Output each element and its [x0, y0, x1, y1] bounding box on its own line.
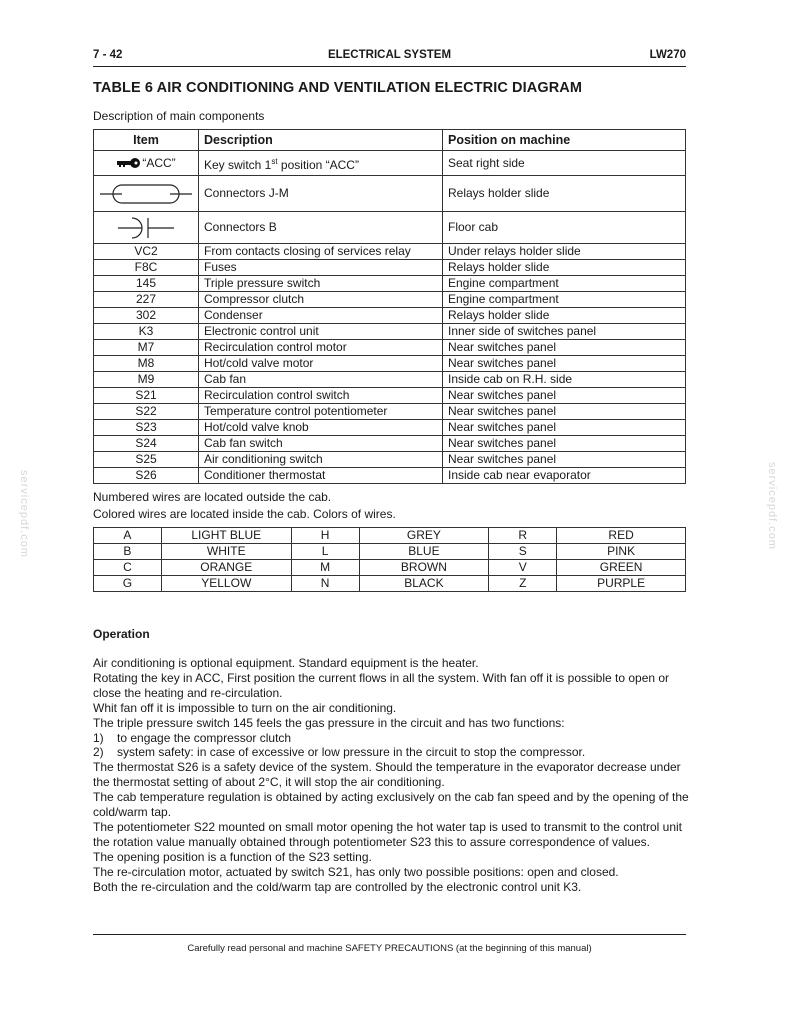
description-cell: Triple pressure switch — [199, 276, 443, 292]
item-cell: 145 — [94, 276, 199, 292]
color-row — [94, 560, 686, 576]
color-name: BROWN — [359, 560, 489, 576]
color-name: ORANGE — [161, 560, 291, 576]
table-row — [94, 260, 686, 276]
page-header — [93, 49, 686, 65]
item-cell: S26 — [94, 468, 199, 484]
operation-paragraph: The thermostat S26 is a safety device of the system. Should the temperature in the evaporator decrease under the thermostat setting of about 2°C, it will stop the air conditioning. — [93, 760, 685, 790]
description-cell: Key switch 1st position “ACC” — [199, 151, 443, 176]
operation-paragraph: The re-circulation motor, actuated by switch S21, has only two possible positions: open and closed. — [93, 864, 619, 879]
color-code: S — [489, 544, 557, 560]
description-cell: Fuses — [199, 260, 443, 276]
item-cell — [94, 212, 199, 244]
operation-paragraph: Both the re-circulation and the cold/warm tap are controlled by the electronic control unit K3. — [93, 879, 582, 894]
table-row — [94, 324, 686, 340]
operation-paragraph: The cab temperature regulation is obtained by acting exclusively on the cab fan speed and by the opening of the cold/warm tap. — [93, 790, 693, 820]
position-cell: Engine compartment — [443, 292, 686, 308]
position-cell: Near switches panel — [443, 404, 686, 420]
description-cell: Condenser — [199, 308, 443, 324]
item-cell: S24 — [94, 436, 199, 452]
description-cell: From contacts closing of services relay — [199, 244, 443, 260]
header-description: Description — [199, 130, 443, 151]
operation-paragraph: 2) system safety: in case of excessive or low pressure in the circuit to stop the compressor. — [93, 745, 586, 760]
color-code: B — [94, 544, 162, 560]
table-row — [94, 388, 686, 404]
header-divider — [93, 66, 686, 67]
item-cell: 302 — [94, 308, 199, 324]
operation-paragraph: Rotating the key in ACC, First position the current flows in all the system. With fan off it is possible to open or close the heating and re-circulation. — [93, 670, 673, 700]
position-cell: Relays holder slide — [443, 176, 686, 212]
description-cell: Air conditioning switch — [199, 452, 443, 468]
item-cell: S21 — [94, 388, 199, 404]
table-row — [94, 276, 686, 292]
color-code: N — [291, 576, 359, 592]
description-cell: Cab fan — [199, 372, 443, 388]
position-cell: Engine compartment — [443, 276, 686, 292]
color-code: G — [94, 576, 162, 592]
operation-heading: Operation — [93, 627, 150, 641]
position-cell: Relays holder slide — [443, 308, 686, 324]
table-row — [94, 308, 686, 324]
item-cell — [94, 151, 199, 176]
color-code: L — [291, 544, 359, 560]
item-cell: VC2 — [94, 244, 199, 260]
footer-divider — [93, 934, 686, 935]
colored-wires-note: Colored wires are located inside the cab. Colors of wires. — [93, 507, 396, 521]
table-row — [94, 468, 686, 484]
position-cell: Inside cab on R.H. side — [443, 372, 686, 388]
color-name: WHITE — [161, 544, 291, 560]
section-title: ELECTRICAL SYSTEM — [327, 49, 452, 61]
description-cell: Temperature control potentiometer — [199, 404, 443, 420]
table-row — [94, 292, 686, 308]
item-cell — [94, 176, 199, 212]
table-row — [94, 404, 686, 420]
table-row — [94, 151, 686, 176]
color-name: GREY — [359, 528, 489, 544]
description-cell: Recirculation control motor — [199, 340, 443, 356]
table-row — [94, 244, 686, 260]
description-cell: Conditioner thermostat — [199, 468, 443, 484]
position-cell: Relays holder slide — [443, 260, 686, 276]
table-row — [94, 372, 686, 388]
watermark-left: servicepdf.com — [18, 470, 30, 558]
position-cell: Under relays holder slide — [443, 244, 686, 260]
description-cell: Electronic control unit — [199, 324, 443, 340]
color-code: H — [291, 528, 359, 544]
color-name: YELLOW — [161, 576, 291, 592]
footer-note: Carefully read personal and machine SAFETY PRECAUTIONS (at the beginning of this manual) — [187, 943, 592, 954]
position-cell: Inner side of switches panel — [443, 324, 686, 340]
color-code: R — [489, 528, 557, 544]
wire-colors-table — [93, 527, 686, 592]
position-cell: Near switches panel — [443, 388, 686, 404]
color-code: M — [291, 560, 359, 576]
position-cell: Seat right side — [443, 151, 686, 176]
color-name: PURPLE — [557, 576, 686, 592]
operation-paragraph: The potentiometer S22 mounted on small motor opening the hot water tap is used to transmit to the control unit the rotation value manually obtained through potentiometer S23 this to assure correspondence of values. — [93, 819, 686, 849]
position-cell: Near switches panel — [443, 356, 686, 372]
description-cell: Compressor clutch — [199, 292, 443, 308]
item-cell: S25 — [94, 452, 199, 468]
operation-paragraph: Air conditioning is optional equipment. Standard equipment is the heater. — [93, 656, 479, 670]
watermark-right: servicepdf.com — [766, 462, 778, 550]
item-cell: K3 — [94, 324, 199, 340]
position-cell: Near switches panel — [443, 340, 686, 356]
position-cell: Near switches panel — [443, 436, 686, 452]
color-name: PINK — [557, 544, 686, 560]
table-title: TABLE 6 AIR CONDITIONING AND VENTILATION ELECTRIC DIAGRAM — [93, 80, 583, 96]
color-name: RED — [557, 528, 686, 544]
color-row — [94, 544, 686, 560]
color-name: LIGHT BLUE — [161, 528, 291, 544]
color-code: Z — [489, 576, 557, 592]
item-cell: M8 — [94, 356, 199, 372]
table-row — [94, 420, 686, 436]
color-row — [94, 528, 686, 544]
position-cell: Near switches panel — [443, 452, 686, 468]
item-cell: 227 — [94, 292, 199, 308]
operation-paragraph: 1) to engage the compressor clutch — [93, 730, 292, 745]
description-cell: Hot/cold valve motor — [199, 356, 443, 372]
item-cell: M9 — [94, 372, 199, 388]
color-name: GREEN — [557, 560, 686, 576]
color-name: BLUE — [359, 544, 489, 560]
color-code: V — [489, 560, 557, 576]
table-row — [94, 176, 686, 212]
color-code: C — [94, 560, 162, 576]
connector-b-icon — [116, 216, 176, 240]
table-row — [94, 452, 686, 468]
components-header-row — [94, 130, 686, 151]
description-cell: Connectors B — [199, 212, 443, 244]
position-cell: Floor cab — [443, 212, 686, 244]
header-position: Position on machine — [443, 130, 686, 151]
color-code: A — [94, 528, 162, 544]
table-row — [94, 356, 686, 372]
operation-paragraph: The triple pressure switch 145 feels the gas pressure in the circuit and has two functions: — [93, 715, 565, 730]
item-cell: S23 — [94, 420, 199, 436]
description-cell: Hot/cold valve knob — [199, 420, 443, 436]
operation-paragraph: The opening position is a function of the S23 setting. — [93, 849, 372, 864]
description-cell: Connectors J-M — [199, 176, 443, 212]
table-row — [94, 436, 686, 452]
numbered-wires-note: Numbered wires are located outside the cab. — [93, 490, 332, 504]
description-cell: Recirculation control switch — [199, 388, 443, 404]
page-number: 7 - 42 — [93, 49, 123, 61]
components-table — [93, 129, 686, 484]
header-item: Item — [94, 130, 199, 151]
model-code: LW270 — [649, 49, 686, 61]
operation-paragraph: Whit fan off it is impossible to turn on the air conditioning. — [93, 700, 397, 715]
item-label: “ACC” — [142, 155, 176, 170]
item-cell: F8C — [94, 260, 199, 276]
item-cell: M7 — [94, 340, 199, 356]
color-name: BLACK — [359, 576, 489, 592]
position-cell: Near switches panel — [443, 420, 686, 436]
position-cell: Inside cab near evaporator — [443, 468, 686, 484]
item-cell: S22 — [94, 404, 199, 420]
key-icon — [116, 157, 142, 169]
table-row — [94, 212, 686, 244]
color-row — [94, 576, 686, 592]
description-cell: Cab fan switch — [199, 436, 443, 452]
description-label: Description of main components — [93, 109, 265, 123]
connector-jm-icon — [100, 183, 192, 205]
table-row — [94, 340, 686, 356]
operation-text — [93, 656, 693, 895]
